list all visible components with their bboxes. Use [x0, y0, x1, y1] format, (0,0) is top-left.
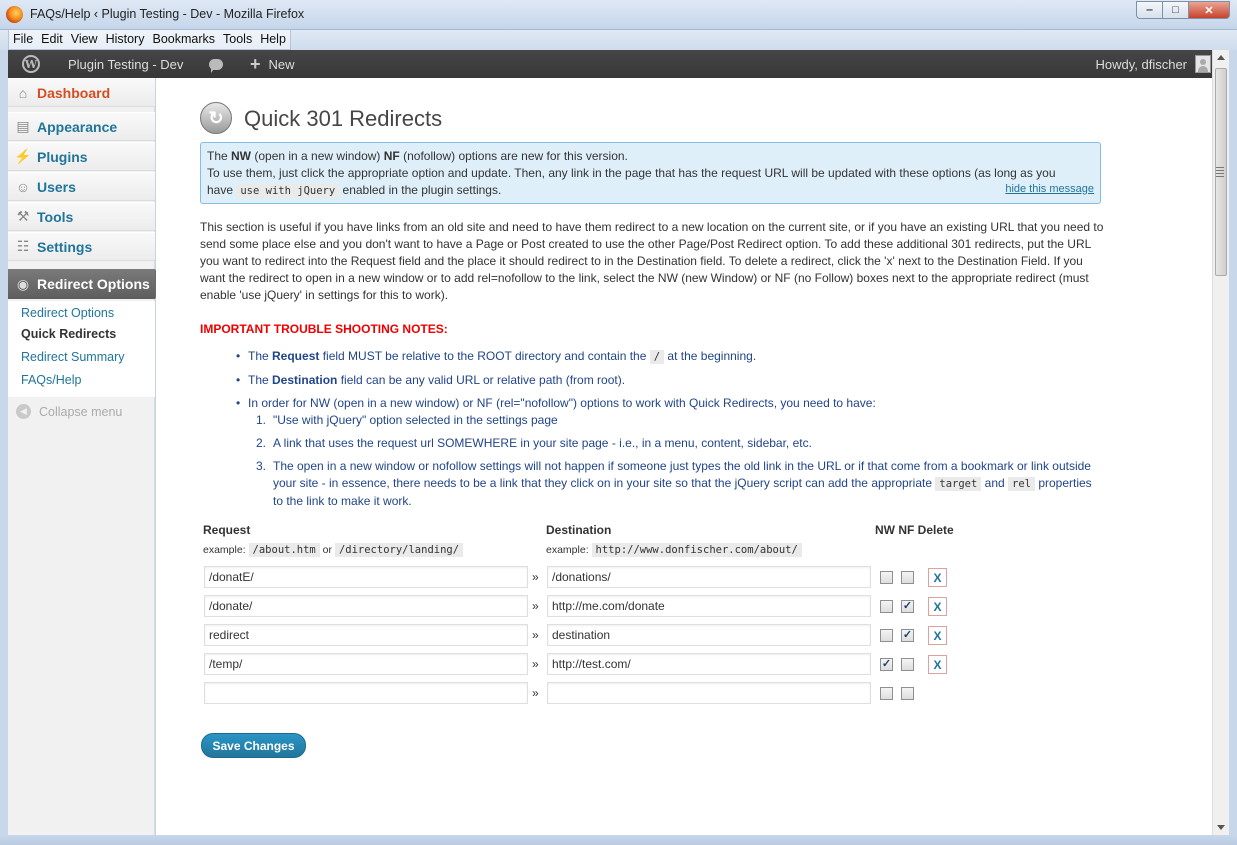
example-code: /directory/landing/ — [335, 543, 463, 557]
page-title: Quick 301 Redirects — [244, 106, 443, 131]
avatar-icon — [1195, 55, 1211, 73]
note-code: / — [650, 350, 664, 364]
note-text: field MUST be relative to the ROOT directory and contain the — [319, 349, 650, 363]
new-label: New — [268, 56, 295, 72]
menu-bookmarks[interactable]: Bookmarks — [152, 32, 216, 46]
window-controls — [1136, 1, 1230, 19]
note-text: properties to the link to make it work. — [273, 476, 1092, 508]
vertical-scrollbar[interactable] — [1212, 50, 1229, 835]
comments-link[interactable] — [209, 50, 223, 78]
comment-bubble-icon — [209, 59, 223, 70]
collapse-menu-button[interactable] — [16, 404, 122, 419]
notice-text: (open in a new window) — [251, 149, 384, 163]
nf-checkbox[interactable] — [901, 571, 914, 584]
menu-tools[interactable]: Tools — [223, 32, 253, 46]
wordpress-logo-icon: W — [22, 55, 40, 73]
request-column-header: Request — [203, 523, 251, 537]
house-icon: ⌂ — [18, 84, 28, 101]
window-title: FAQs/Help ‹ Plugin Testing - Dev - Mozilla Firefox — [30, 7, 305, 21]
new-content-link[interactable] — [250, 50, 295, 78]
sidebar-item-tools[interactable] — [8, 202, 155, 231]
section-description: This section is useful if you have links from an old site and need to have them redirect to a new location on the current site, or if you have an existing URL that you need to send some place else and you don't want to have a Page or Post created to use the other Page/Post Redirect option. To add these additional 301 redirects, put the URL you want to redirect into the Request field and the place it should redirect to in the Destination field. To delete a redirect, click the 'x' next to the Destination Field. If you want the redirect to open in a new window or to add rel=nofollow to the link, select the NW (new Window) or NF (no Follow) boxes next to the appropriate redirect (must enable 'use jQuery' in settings for this to work). — [200, 220, 1104, 302]
window-bottom-border — [0, 835, 1237, 845]
wp-logo-menu[interactable] — [22, 50, 40, 78]
admin-sidebar — [8, 78, 155, 835]
appearance-icon: ▤ — [16, 118, 30, 134]
destination-column-header: Destination — [546, 523, 612, 537]
submenu-redirect-options[interactable]: Redirect Options — [21, 306, 115, 320]
plus-icon: + — [250, 53, 261, 74]
note-text: A link that uses the request url SOMEWHERE in your site page - i.e., in a menu, content, sidebar, etc. — [273, 436, 812, 450]
request-input[interactable]: /temp/ — [204, 653, 528, 675]
main-content — [156, 78, 1212, 835]
save-changes-button[interactable]: Save Changes — [201, 733, 306, 758]
notice-line-1 — [207, 148, 1094, 165]
sidebar-item-label: Plugins — [37, 148, 88, 165]
request-input[interactable]: /donate/ — [204, 595, 528, 617]
nw-checkbox[interactable]: ✓ — [881, 658, 892, 670]
menu-edit[interactable]: Edit — [41, 32, 63, 46]
notice-text: have — [207, 183, 237, 197]
redirect-arrow: » — [532, 628, 539, 642]
sidebar-item-appearance[interactable] — [8, 112, 155, 141]
scroll-up-arrow-icon[interactable] — [1217, 55, 1225, 60]
example-label: example: — [546, 544, 589, 556]
sidebar-item-label: Redirect Options — [37, 276, 150, 292]
nf-checkbox[interactable] — [901, 658, 914, 671]
example-code: /about.htm — [249, 543, 320, 557]
note-text: at the beginning. — [664, 349, 757, 363]
note-text: and — [981, 476, 1009, 490]
request-input[interactable]: /donatE/ — [204, 566, 528, 588]
important-heading: IMPORTANT TROUBLE SHOOTING NOTES: — [200, 322, 448, 336]
users-icon: ☺ — [15, 178, 31, 195]
sidebar-item-users[interactable] — [8, 172, 155, 201]
new-request-input[interactable] — [204, 682, 528, 704]
notice-text: The — [207, 149, 232, 163]
example-or: or — [322, 544, 333, 556]
destination-input[interactable]: destination — [547, 624, 871, 646]
update-notice — [200, 142, 1101, 204]
nf-checkbox[interactable]: ✓ — [902, 629, 913, 641]
destination-example — [546, 544, 802, 556]
window-titlebar — [0, 0, 1237, 30]
sidebar-item-redirect-options[interactable] — [8, 269, 155, 299]
note-text: field can be any valid URL or relative path (from root). — [337, 373, 626, 387]
note-text: "Use with jQuery" option selected in the settings page — [273, 413, 558, 427]
nw-checkbox[interactable] — [880, 629, 893, 642]
notice-nf: NF — [383, 149, 400, 163]
tools-icon: ⚒ — [16, 208, 30, 224]
nw-checkbox[interactable] — [880, 600, 893, 613]
redirect-submenu — [8, 301, 155, 397]
note-bold: Destination — [272, 373, 338, 387]
note-nw-nf: • In order for NW (open in a new window) or NF (rel="nofollow") options to work with Quick Redirects, you need to have: — [236, 395, 1096, 412]
nw-checkbox[interactable] — [880, 571, 893, 584]
scroll-grip-icon — [1216, 167, 1224, 179]
hide-message-link[interactable]: hide this message — [1005, 183, 1094, 195]
wp-admin-bar — [8, 50, 1229, 78]
submenu-redirect-summary[interactable]: Redirect Summary — [21, 350, 125, 364]
minimize-button[interactable]: ‒ — [1136, 1, 1162, 19]
settings-icon: ☷ — [16, 238, 30, 254]
delete-button[interactable]: X — [928, 568, 947, 587]
menu-items — [8, 30, 291, 50]
note-request — [236, 348, 1096, 366]
destination-input[interactable]: http://me.com/donate — [547, 595, 871, 617]
delete-button[interactable]: X — [928, 655, 947, 674]
redirect-arrow: » — [532, 657, 539, 671]
account-menu[interactable] — [1095, 50, 1211, 78]
menu-help[interactable]: Help — [260, 32, 286, 46]
sidebar-item-label: Dashboard — [37, 84, 111, 101]
note-requirement-3: 3. The open in a new window or nofollow settings will not happen if someone just types the old link in the URL or if that come from a bookmark or link outside your site - in essence, there needs to be a link that they click on in your site so that the jQuery script can add the appropriate target and rel properties to the link to make it work. — [256, 459, 1092, 508]
collapse-label: Collapse menu — [39, 404, 123, 419]
plug-icon: ⚡ — [14, 148, 32, 164]
scroll-down-arrow-icon[interactable] — [1217, 825, 1225, 830]
note-requirement-1: 1. "Use with jQuery" option selected in the settings page — [256, 413, 558, 427]
menu-bar — [0, 30, 1237, 50]
sidebar-item-label: Appearance — [37, 118, 118, 135]
nf-checkbox[interactable]: ✓ — [902, 600, 913, 612]
note-text: The — [248, 373, 273, 387]
note-code: rel — [1008, 477, 1035, 491]
delete-button[interactable]: X — [928, 597, 947, 616]
menu-file[interactable]: File — [13, 32, 34, 46]
sidebar-item-settings[interactable] — [8, 232, 155, 261]
notice-text: (nofollow) options are new for this version. — [399, 149, 628, 163]
notice-code: use with jQuery — [236, 184, 339, 198]
note-text: The — [248, 349, 273, 363]
howdy-text: Howdy, dfischer — [1095, 56, 1187, 72]
maximize-button[interactable]: □ — [1162, 1, 1188, 19]
note-bold: Request — [272, 349, 320, 363]
redirect-page-icon: ↻ — [200, 102, 232, 134]
submenu-faqs-help[interactable]: FAQs/Help — [21, 373, 82, 387]
request-example — [203, 544, 463, 556]
notice-line-2: To use them, just click the appropriate option and update. Then, any link in the page that has the request URL will be updated with these options (as long as you — [207, 166, 1056, 180]
notice-line-3 — [207, 182, 1094, 200]
sidebar-item-plugins[interactable] — [8, 142, 155, 171]
note-text: The open in a new window or nofollow settings will not happen if someone just types the old link in the URL or if that come from a bookmark or link outside your site - in essence, there needs to be a link that they click on in your site so that the jQuery script can add the appropriate — [273, 459, 1091, 490]
example-code: http://www.donfischer.com/about/ — [592, 543, 802, 557]
menu-history[interactable]: History — [105, 32, 145, 46]
menu-view[interactable]: View — [70, 32, 98, 46]
nw-checkbox[interactable] — [880, 687, 893, 700]
destination-input[interactable]: http://test.com/ — [547, 653, 871, 675]
notice-nw: NW — [231, 149, 252, 163]
note-requirement-2: 2. A link that uses the request url SOMEWHERE in your site page - i.e., in a menu, content, sidebar, etc. — [256, 436, 812, 450]
redirect-arrow: » — [532, 686, 539, 700]
window-right-border — [1229, 50, 1237, 835]
redirect-arrow: » — [532, 599, 539, 613]
window-left-border — [0, 50, 8, 835]
submenu-quick-redirects[interactable]: Quick Redirects — [21, 327, 117, 341]
redirect-icon: ◉ — [16, 275, 30, 292]
troubleshooting-notes — [236, 348, 1096, 516]
sidebar-item-label: Users — [37, 178, 76, 195]
collapse-arrow-icon: ◀ — [16, 404, 31, 419]
destination-input[interactable]: /donations/ — [547, 566, 871, 588]
redirect-arrow: » — [532, 570, 539, 584]
note-destination — [236, 372, 1096, 389]
sidebar-item-dashboard[interactable] — [8, 78, 155, 107]
close-window-button[interactable]: ✕ — [1188, 1, 1230, 19]
notice-text: enabled in the plugin settings. — [339, 183, 502, 197]
note-code: target — [935, 477, 981, 491]
site-name-link[interactable]: Plugin Testing - Dev — [68, 56, 184, 72]
sidebar-item-label: Tools — [37, 208, 74, 225]
firefox-logo-icon — [6, 6, 23, 23]
new-destination-input[interactable] — [547, 682, 871, 704]
options-column-header: NW NF Delete — [875, 523, 954, 537]
sidebar-item-label: Settings — [37, 238, 93, 255]
delete-button[interactable]: X — [928, 626, 947, 645]
nf-checkbox[interactable] — [901, 687, 914, 700]
example-label: example: — [203, 544, 246, 556]
request-input[interactable]: redirect — [204, 624, 528, 646]
